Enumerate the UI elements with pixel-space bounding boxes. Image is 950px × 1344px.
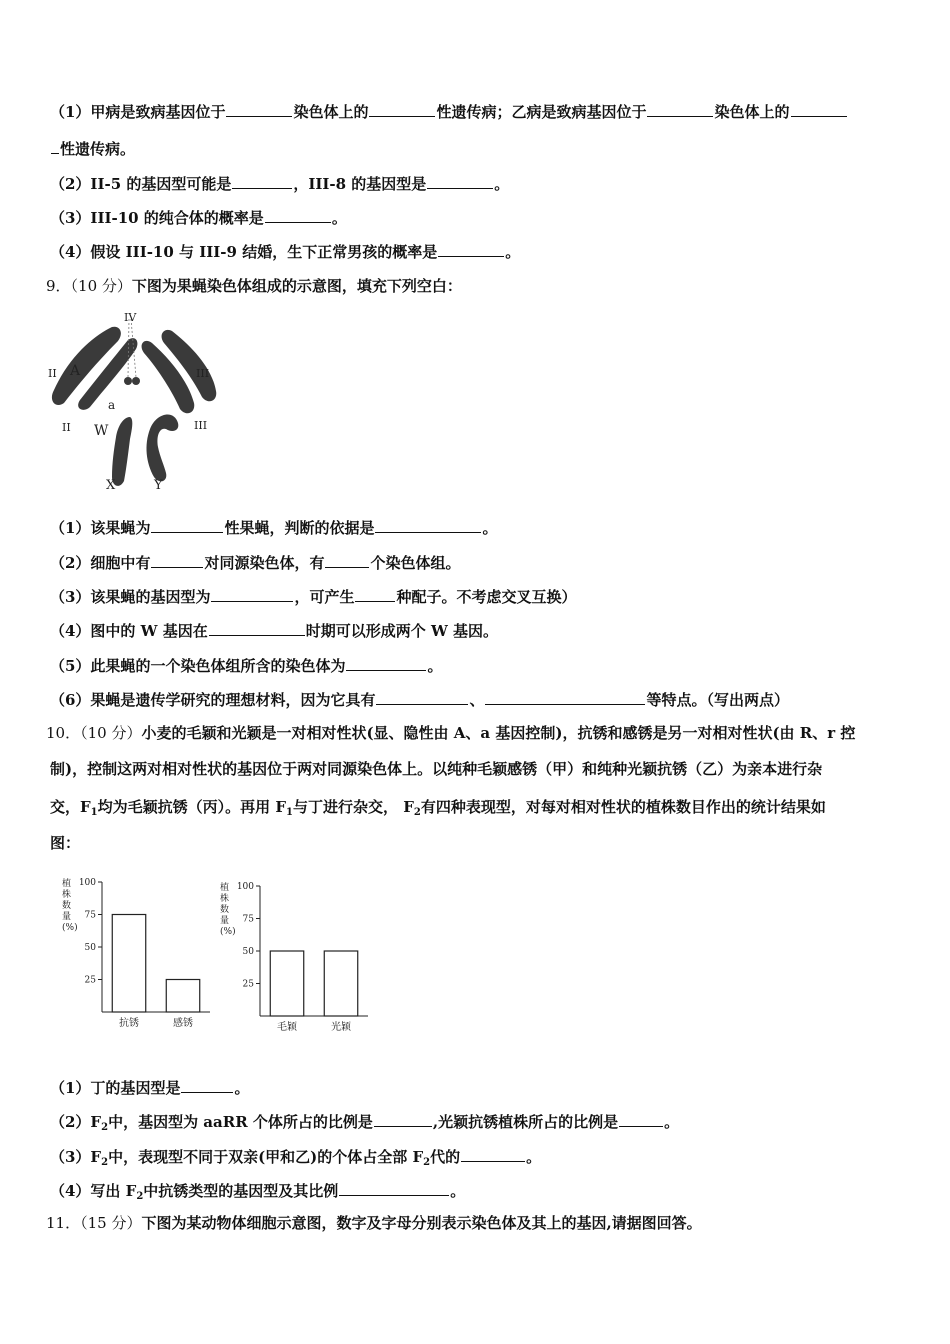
answer-blank[interactable]: [647, 101, 713, 117]
label-iii-lower: III: [194, 419, 208, 432]
answer-blank[interactable]: [438, 241, 504, 257]
y-tick-label: 25: [242, 979, 254, 990]
answer-blank[interactable]: [369, 101, 435, 117]
answer-blank[interactable]: [339, 1180, 449, 1196]
answer-blank[interactable]: [375, 517, 481, 533]
answer-blank[interactable]: [355, 586, 395, 602]
q10-stem-line2: 制)，控制这两对相对性状的基因位于两对同源染色体上。以纯种毛颖感锈（甲）和纯种光颖抗锈（乙）为亲本进行杂: [50, 760, 823, 778]
glume-hair-bar-chart: [218, 876, 378, 1041]
label-iii-upper: III: [196, 367, 210, 380]
q8-part1-line2: 性遗传病。: [50, 138, 908, 159]
answer-blank[interactable]: [376, 689, 468, 705]
q8-part4: （4）假设 III-10 与 III-9 结婚，生下正常男孩的概率是 。: [50, 243, 521, 261]
label-iv: IV: [124, 311, 137, 324]
y-tick-label: 100: [236, 882, 254, 892]
chromosome-iv-left: [124, 377, 132, 385]
answer-blank[interactable]: [791, 101, 847, 117]
answer-blank[interactable]: [51, 138, 59, 154]
q9-part4: （4）图中的 W 基因在 时期可以形成两个 W 基因。: [50, 622, 499, 640]
q8-part2: （2）II-5 的基因型可能是 ，III-8 的基因型是 。: [50, 175, 510, 193]
label-gene-w: W: [94, 423, 109, 439]
answer-blank[interactable]: [427, 173, 493, 189]
x-tick-label: 抗锈: [119, 1018, 139, 1029]
answer-blank[interactable]: [265, 207, 331, 223]
y-tick-label: 50: [242, 947, 254, 957]
answer-blank[interactable]: [374, 1111, 432, 1127]
q8-part1-line1: （1）甲病是致病基因位于 染色体上的 性遗传病；乙病是致病基因位于 染色体上的: [50, 101, 908, 122]
q8-part3: （3）III-10 的纯合体的概率是 。: [50, 209, 347, 227]
y-tick-label: 100: [78, 878, 96, 888]
chromosome-x: [112, 417, 132, 486]
q10-part3: $(3)F_2$中，表现型不同于双亲(甲和乙)的个体占全部 $F_2$代的 。: [50, 1148, 542, 1168]
answer-blank[interactable]: [619, 1111, 663, 1127]
y-tick-label: 25: [84, 975, 96, 986]
q10-part1: （1）丁的基因型是 。: [50, 1079, 250, 1097]
label-y: Y: [154, 478, 163, 493]
q10-stem-line1: 10．（10 分）小麦的毛颖和光颖是一对相对性状(显、隐性由 A、a 基因控制)，抗锈和感锈是另一对相对性状(由 R、r 控: [46, 724, 856, 742]
rust-resistance-bar-chart: [60, 872, 220, 1037]
q9-stem: 9．（10 分）下图为果蝇染色体组成的示意图，填充下列空白：: [46, 277, 462, 295]
answer-blank[interactable]: [485, 689, 645, 705]
label-gene-a-lower: a: [108, 398, 116, 412]
q9-part5: （5）此果蝇的一个染色体组所含的染色体为 。: [50, 657, 443, 675]
bar-抗锈: [112, 915, 145, 1013]
answer-blank[interactable]: [461, 1146, 525, 1162]
q10-stem-line4: 图：: [50, 834, 81, 852]
bar-毛颖: [270, 951, 303, 1016]
answer-blank[interactable]: [346, 655, 426, 671]
q10-part4: （4）写出 $F_2$中抗锈类型的基因型及其比例 。: [50, 1182, 466, 1202]
answer-blank[interactable]: [181, 1077, 233, 1093]
fruit-fly-chromosome-figure: [40, 305, 230, 495]
answer-blank[interactable]: [211, 586, 293, 602]
bar-光颖: [324, 951, 357, 1016]
chromosome-y: [147, 414, 179, 481]
chart-body: [62, 877, 210, 1029]
q9-part3: （3）该果蝇的基因型为 ，可产生 种配子。不考虑交叉互换）: [50, 588, 577, 606]
x-tick-label: 感锈: [173, 1018, 193, 1029]
q9-part6: （6）果蝇是遗传学研究的理想材料，因为它具有 、 等特点。（写出两点）: [50, 691, 789, 709]
chromosome-iv-right: [132, 377, 140, 385]
label-gene-a-upper: A: [70, 363, 81, 379]
y-axis-label: 植株数量(%): [62, 879, 78, 933]
y-axis-label: 植株数量(%): [220, 883, 236, 937]
q10-stem-line3: 交，$F_1$均为毛颖抗锈（丙）。再用 $F_1$与丁进行杂交， $F_2$有四种表现型，对每对相对性状的植株数目作出的统计结果如: [50, 798, 826, 818]
x-tick-label: 光颖: [331, 1022, 351, 1033]
x-tick-label: 毛颖: [277, 1022, 297, 1033]
y-tick-label: 75: [84, 910, 96, 921]
answer-blank[interactable]: [325, 552, 369, 568]
answer-blank[interactable]: [151, 517, 223, 533]
bar-感锈: [166, 980, 199, 1013]
y-tick-label: 75: [242, 914, 254, 925]
answer-blank[interactable]: [226, 101, 292, 117]
label-ii-upper: II: [48, 367, 57, 380]
q11-stem: 11．（15 分）下图为某动物体细胞示意图，数字及字母分别表示染色体及其上的基因,请据图回答。: [46, 1214, 702, 1232]
q10-part2: $(2)F_2$中，基因型为 aaRR 个体所占的比例是 ,光颖抗锈植株所占的比例是 。: [50, 1113, 680, 1133]
label-x: X: [106, 478, 116, 493]
q9-part2: （2）细胞中有 对同源染色体，有 个染色体组。: [50, 554, 461, 572]
answer-blank[interactable]: [232, 173, 292, 189]
answer-blank[interactable]: [151, 552, 203, 568]
q9-part1: （1）该果蝇为 性果蝇，判断的依据是 。: [50, 519, 498, 537]
label-ii-lower: II: [62, 421, 71, 434]
answer-blank[interactable]: [209, 620, 305, 636]
chart-body: [220, 881, 368, 1033]
y-tick-label: 50: [84, 943, 96, 953]
